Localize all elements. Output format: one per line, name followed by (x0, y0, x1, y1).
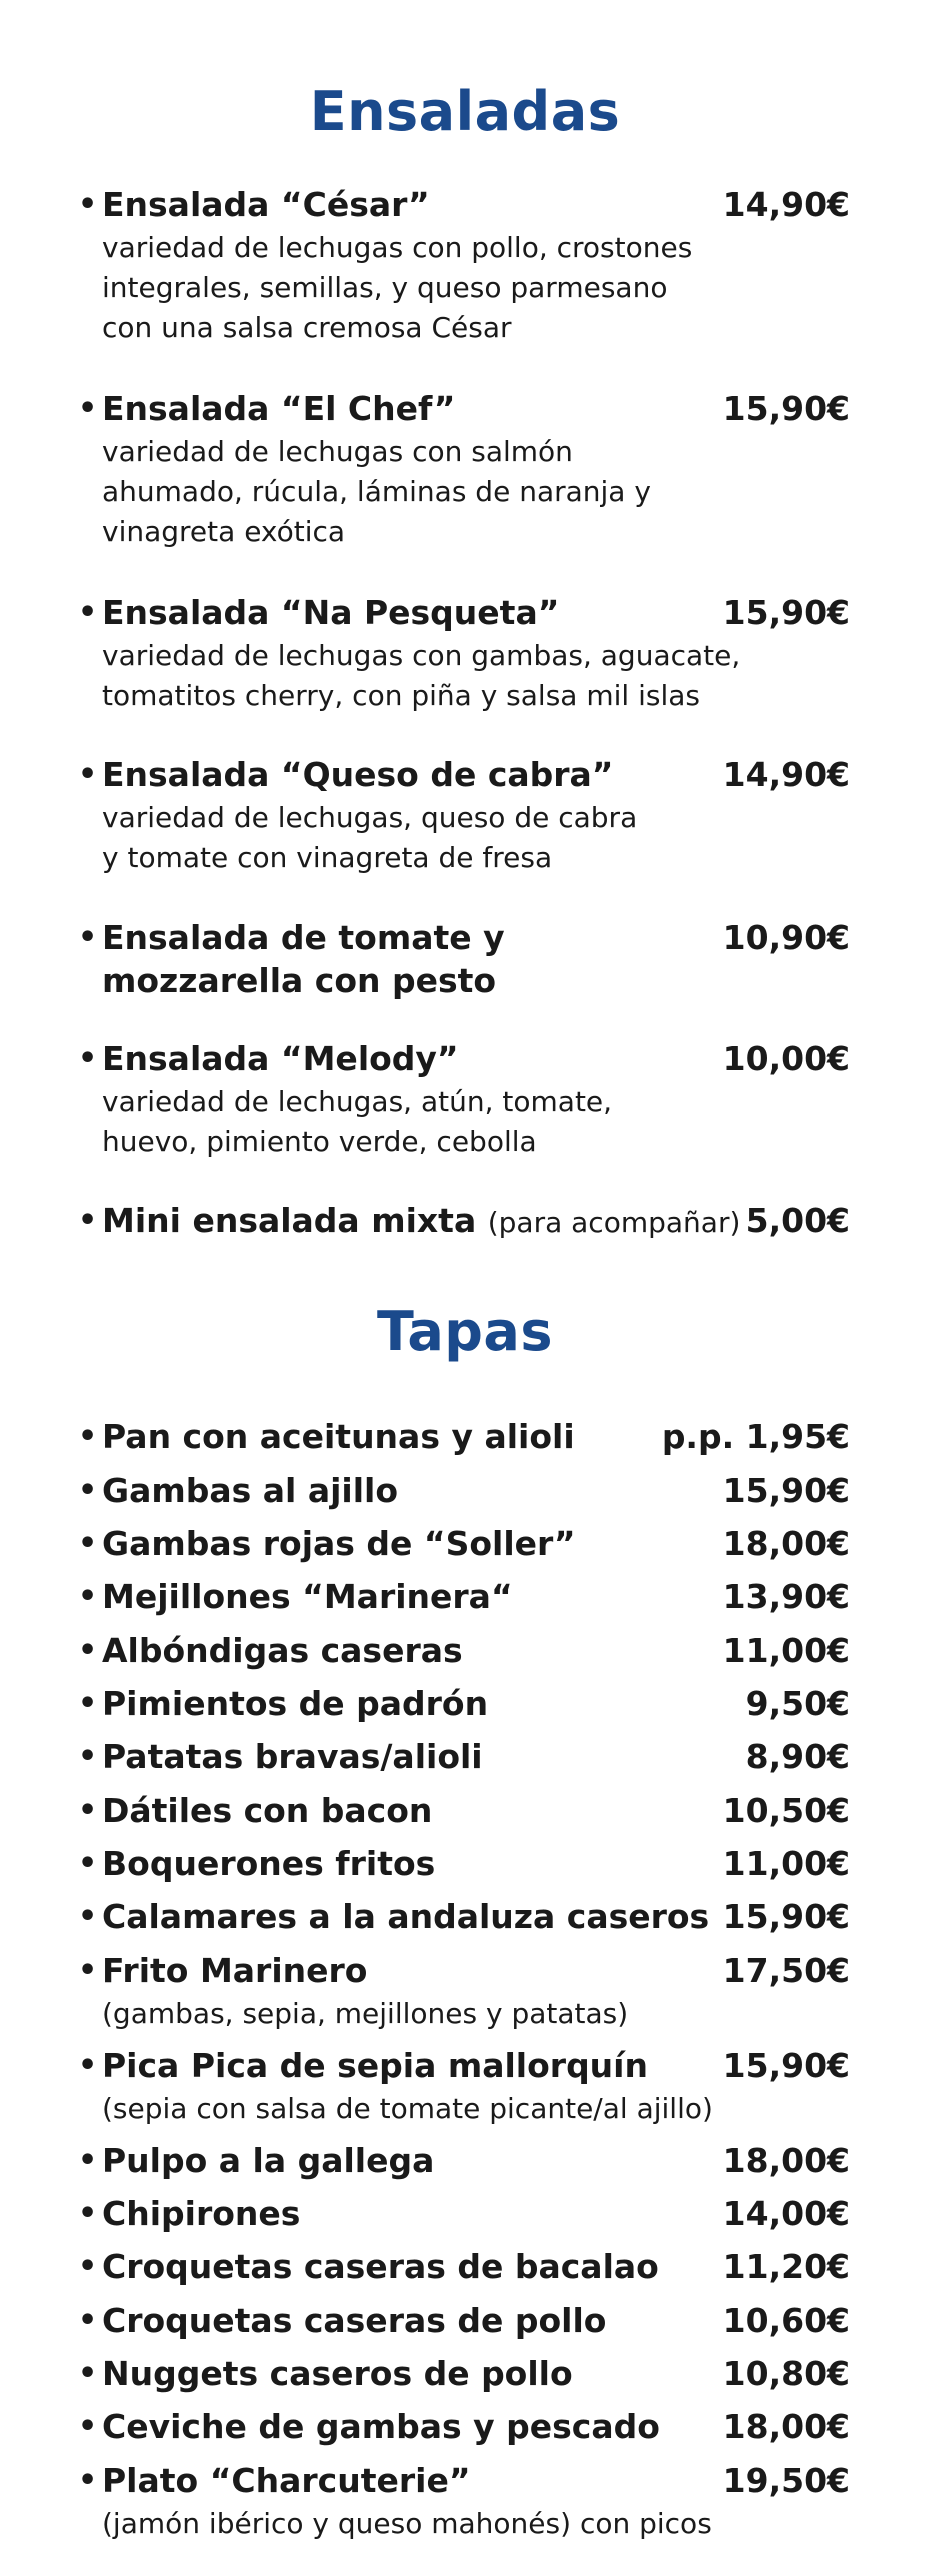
item-description: variedad de lechugas con gambas, aguacate, (102, 639, 741, 672)
item-name: Patatas bravas/alioli (102, 1737, 483, 1776)
item-description: (gambas, sepia, mejillones y patatas) (102, 1997, 629, 2030)
menu-item (78, 1948, 850, 2034)
item-name: Ensalada “Na Pesqueta” (102, 593, 560, 632)
menu-item (78, 1468, 850, 1514)
menu-item (78, 1841, 850, 1887)
item-price: 15,90€ (722, 593, 850, 632)
bullet: • (78, 1899, 98, 1934)
bullet: • (78, 595, 98, 630)
item-price: 15,90€ (722, 1897, 850, 1936)
item-name: Nuggets caseros de pollo (102, 2354, 573, 2393)
item-price: 9,50€ (745, 1684, 850, 1723)
item-name: Pan con aceitunas y alioli (102, 1417, 575, 1456)
item-description: variedad de lechugas con pollo, crostones (102, 231, 693, 264)
item-description: (sepia con salsa de tomate picante/al ajillo) (102, 2092, 713, 2125)
item-name: Pimientos de padrón (102, 1684, 489, 1723)
bullet: • (78, 757, 98, 792)
item-price: p.p. 1,95€ (661, 1417, 850, 1456)
menu-item (78, 2138, 850, 2184)
bullet: • (78, 2356, 98, 2391)
menu-item (78, 1574, 850, 1620)
menu-item (78, 1788, 850, 1834)
item-price: 11,20€ (722, 2247, 850, 2286)
item-price: 10,60€ (722, 2301, 850, 2340)
item-name: Croquetas caseras de bacalao (102, 2247, 659, 2286)
menu-item (78, 915, 850, 1001)
item-name-text: Mini ensalada mixta (102, 1201, 477, 1240)
item-name: Frito Marinero (102, 1951, 368, 1990)
item-price: 11,00€ (722, 1844, 850, 1883)
bullet: • (78, 1953, 98, 1988)
item-price: 14,90€ (722, 185, 850, 224)
item-name: Mejillones “Marinera“ (102, 1577, 513, 1616)
item-name-continued: mozzarella con pesto (102, 961, 497, 1000)
item-price: 14,00€ (722, 2194, 850, 2233)
item-name: Ensalada de tomate y (102, 918, 505, 957)
item-price: 13,90€ (722, 1577, 850, 1616)
item-price: 5,00€ (745, 1201, 850, 1240)
bullet: • (78, 2463, 98, 2498)
section-title-ensaladas: Ensaladas (309, 80, 621, 143)
item-price: 18,00€ (722, 2141, 850, 2180)
bullet: • (78, 1633, 98, 1668)
menu-item (78, 1734, 850, 1780)
menu-item (78, 752, 850, 878)
bullet: • (78, 2303, 98, 2338)
bullet: • (78, 1579, 98, 1614)
item-name (102, 1198, 740, 1246)
item-name: Ensalada “El Chef” (102, 389, 456, 428)
item-name: Albóndigas caseras (102, 1631, 463, 1670)
bullet: • (78, 2143, 98, 2178)
bullet: • (78, 1419, 98, 1454)
menu-item (78, 2043, 850, 2129)
item-name: Pulpo a la gallega (102, 2141, 435, 2180)
item-name: Boquerones fritos (102, 1844, 436, 1883)
item-price: 14,90€ (722, 755, 850, 794)
item-description: variedad de lechugas con salmón (102, 435, 573, 468)
item-name: Chipirones (102, 2194, 301, 2233)
item-description: con una salsa cremosa César (102, 311, 512, 344)
item-description: huevo, pimiento verde, cebolla (102, 1125, 537, 1158)
item-description: variedad de lechugas, queso de cabra (102, 801, 638, 834)
item-price: 10,80€ (722, 2354, 850, 2393)
item-description: ahumado, rúcula, láminas de naranja y (102, 475, 651, 508)
bullet: • (78, 1739, 98, 1774)
menu-item (78, 2298, 850, 2344)
bullet: • (78, 2196, 98, 2231)
bullet: • (78, 187, 98, 222)
menu-item (78, 1894, 850, 1940)
bullet: • (78, 1041, 98, 1076)
item-name: Ensalada “Queso de cabra” (102, 755, 614, 794)
bullet: • (78, 2048, 98, 2083)
menu-item (78, 1681, 850, 1727)
menu-item (78, 1036, 850, 1162)
item-price: 8,90€ (745, 1737, 850, 1776)
item-price: 10,90€ (722, 918, 850, 957)
menu-item (78, 182, 850, 348)
item-description: (jamón ibérico y queso mahonés) con picos (102, 2507, 712, 2540)
item-price: 17,50€ (722, 1951, 850, 1990)
menu-item (78, 1521, 850, 1567)
bullet: • (78, 2409, 98, 2444)
bullet: • (78, 1793, 98, 1828)
item-description: y tomate con vinagreta de fresa (102, 841, 553, 874)
item-price: 15,90€ (722, 389, 850, 428)
menu-item (78, 1198, 850, 1244)
item-price: 19,50€ (722, 2461, 850, 2500)
menu-item (78, 590, 850, 716)
item-price: 18,00€ (722, 2407, 850, 2446)
bullet: • (78, 1203, 98, 1238)
item-price: 10,00€ (722, 1039, 850, 1078)
item-name: Gambas rojas de “Soller” (102, 1524, 576, 1563)
menu-item (78, 2458, 850, 2544)
item-description: vinagreta exótica (102, 515, 346, 548)
item-description: variedad de lechugas, atún, tomate, (102, 1085, 613, 1118)
item-name: Gambas al ajillo (102, 1471, 399, 1510)
menu-item (78, 1414, 850, 1460)
item-price: 11,00€ (722, 1631, 850, 1670)
item-price: 18,00€ (722, 1524, 850, 1563)
item-price: 10,50€ (722, 1791, 850, 1830)
item-name: Ensalada “Melody” (102, 1039, 459, 1078)
item-name: Calamares a la andaluza caseros (102, 1897, 710, 1936)
menu-item (78, 2191, 850, 2237)
item-name: Dátiles con bacon (102, 1791, 433, 1830)
item-description: integrales, semillas, y queso parmesano (102, 271, 668, 304)
item-description: tomatitos cherry, con piña y salsa mil islas (102, 679, 700, 712)
bullet: • (78, 2249, 98, 2284)
bullet: • (78, 1473, 98, 1508)
bullet: • (78, 920, 98, 955)
item-price: 15,90€ (722, 1471, 850, 1510)
bullet: • (78, 391, 98, 426)
section-title-tapas: Tapas (376, 1300, 554, 1363)
bullet: • (78, 1846, 98, 1881)
item-name: Pica Pica de sepia mallorquín (102, 2046, 648, 2085)
menu-item (78, 386, 850, 552)
item-name: Ensalada “César” (102, 185, 430, 224)
menu-item (78, 2404, 850, 2450)
menu-item (78, 2244, 850, 2290)
menu-item (78, 2351, 850, 2397)
item-name: Croquetas caseras de pollo (102, 2301, 607, 2340)
bullet: • (78, 1686, 98, 1721)
item-name: Ceviche de gambas y pescado (102, 2407, 660, 2446)
menu-item (78, 1628, 850, 1674)
item-price: 15,90€ (722, 2046, 850, 2085)
bullet: • (78, 1526, 98, 1561)
item-name: Plato “Charcuterie” (102, 2461, 471, 2500)
item-note: (para acompañar) (487, 1206, 741, 1239)
